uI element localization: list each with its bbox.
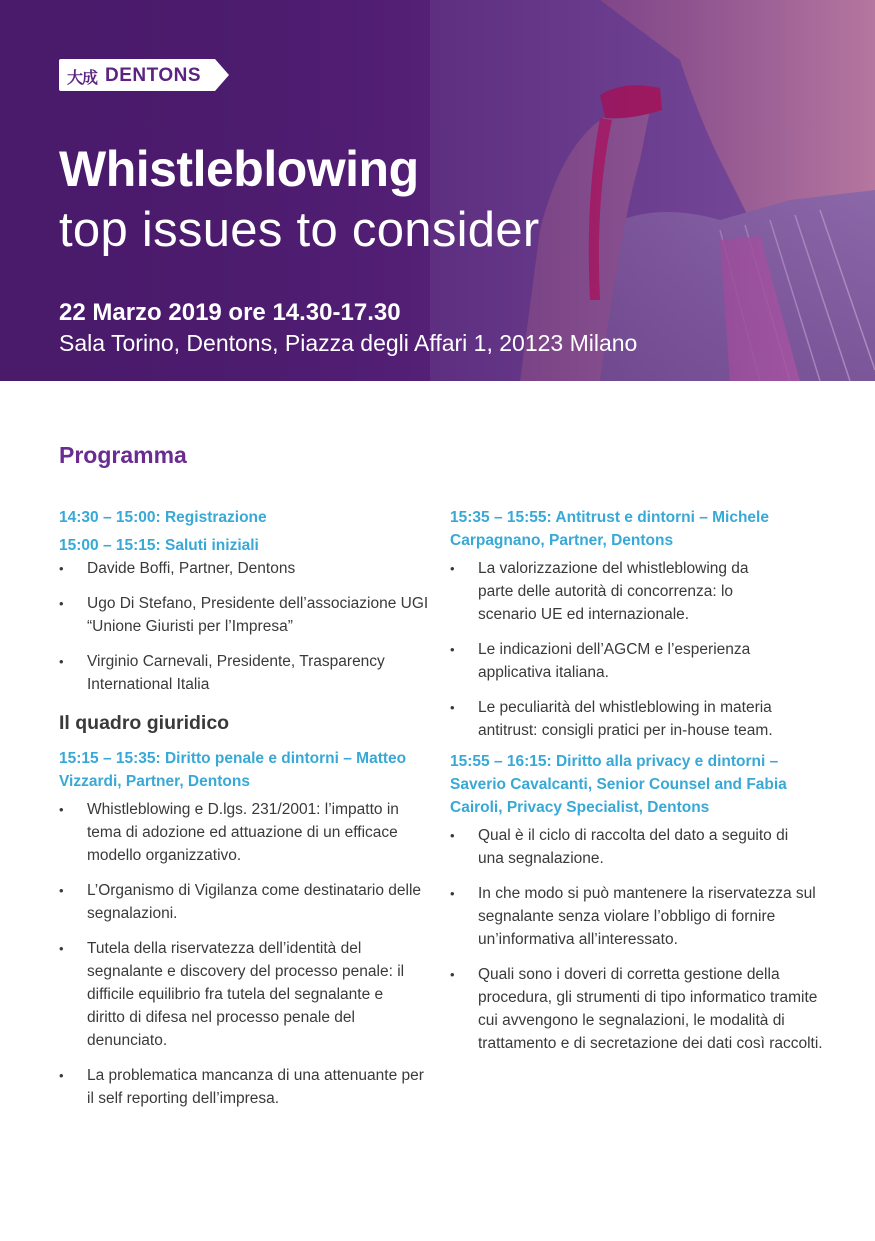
list-item: • L’Organismo di Vigilanza come destinatario delle segnalazioni. xyxy=(59,879,429,925)
list-item: • Le indicazioni dell’AGCM e l’esperienza applicativa italiana. xyxy=(450,638,825,684)
list-item: • Virginio Carnevali, Presidente, Trasparency International Italia xyxy=(59,650,429,696)
logo-cjk-mark: 大成 xyxy=(67,68,98,87)
session-antitrust: 15:35 – 15:55: Antitrust e dintorni – Michele Carpagnano, Partner, Dentons xyxy=(450,509,769,549)
list-item: • Tutela della riservatezza dell’identità del segnalante e discovery del processo penale: il difficile equilibrio fra tutela del segnalante e diritto di difesa nel processo penale del denunciato. xyxy=(59,937,429,1052)
list-item: • Le peculiarità del whistleblowing in materia antitrust: consigli pratici per in-house team. xyxy=(450,696,825,742)
list-item: • Qual è il ciclo di raccolta del dato a seguito di una segnalazione. xyxy=(450,824,825,870)
page-subtitle: top issues to consider xyxy=(59,203,540,257)
page-title: Whistleblowing xyxy=(59,141,419,197)
hero-banner xyxy=(0,0,875,381)
privacy-list xyxy=(450,824,825,1055)
programma-heading: Programma xyxy=(59,442,187,468)
session-saluti: 15:00 – 15:15: Saluti iniziali xyxy=(59,537,259,554)
list-item: • La valorizzazione del whistleblowing da parte delle autorità di concorrenza: lo scenario UE ed internazionale. xyxy=(450,557,825,626)
dentons-logo xyxy=(59,59,229,91)
diritto-penale-list xyxy=(59,798,429,1110)
antitrust-list xyxy=(450,557,825,742)
program-column-left xyxy=(59,506,429,1122)
saluti-list xyxy=(59,557,429,696)
event-date: 22 Marzo 2019 ore 14.30-17.30 xyxy=(59,299,401,326)
session-diritto-penale: 15:15 – 15:35: Diritto penale e dintorni – Matteo Vizzardi, Partner, Dentons xyxy=(59,750,407,790)
list-item: • La problematica mancanza di una attenuante per il self reporting dell’impresa. xyxy=(59,1064,429,1110)
event-venue: Sala Torino, Dentons, Piazza degli Affari 1, 20123 Milano xyxy=(59,330,638,356)
list-item: • Ugo Di Stefano, Presidente dell’associazione UGI “Unione Giuristi per l’Impresa” xyxy=(59,592,429,638)
session-privacy: 15:55 – 16:15: Diritto alla privacy e dintorni – Saverio Cavalcanti, Senior Counsel and Fabia Cairoli, Privacy Specialist, Dentons xyxy=(450,753,787,816)
section-heading-quadro-giuridico: Il quadro giuridico xyxy=(59,712,230,734)
session-registrazione: 14:30 – 15:00: Registrazione xyxy=(59,509,267,526)
list-item: • In che modo si può mantenere la riservatezza sul segnalante senza violare l’obbligo di fornire un’informativa all’interessato. xyxy=(450,882,825,951)
list-item: • Quali sono i doveri di corretta gestione della procedura, gli strumenti di tipo informatico tramite cui avvengono le segnalazioni, le modalità di trattamento e di secretazione dei dati così raccolti. xyxy=(450,963,825,1055)
logo-wordmark: DENTONS xyxy=(105,65,202,86)
list-item: • Davide Boffi, Partner, Dentons xyxy=(59,557,429,580)
list-item: • Whistleblowing e D.lgs. 231/2001: l’impatto in tema di adozione ed attuazione di un efficace modello organizzativo. xyxy=(59,798,429,867)
program-column-right xyxy=(450,506,825,1067)
